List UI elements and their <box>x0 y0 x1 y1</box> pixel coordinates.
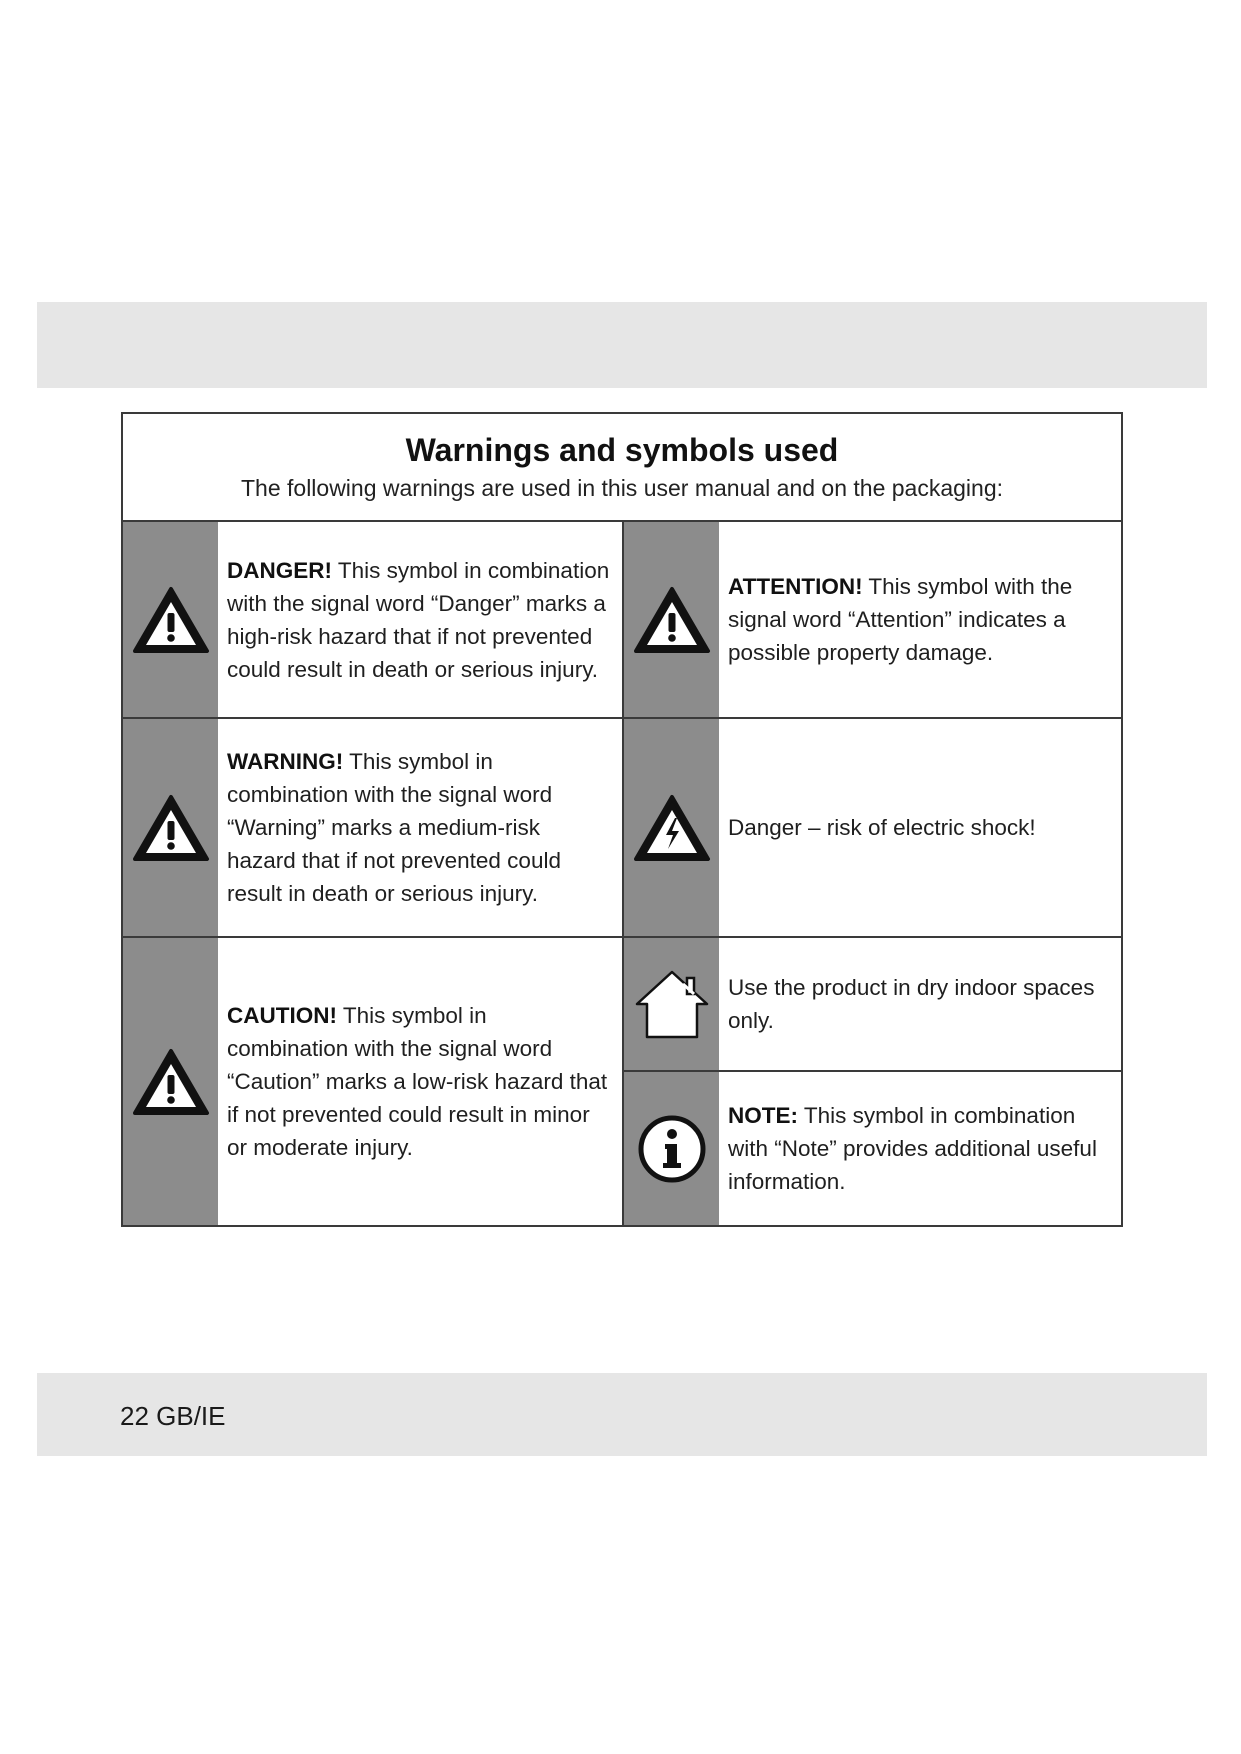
warning-triangle-icon <box>633 585 711 655</box>
note-signal-word: NOTE: <box>728 1103 798 1128</box>
page-subtitle: The following warnings are used in this user manual and on the packaging: <box>240 475 1004 501</box>
warning-text <box>227 719 614 936</box>
table-header <box>123 414 1121 522</box>
caution-text <box>227 938 614 1225</box>
info-icon <box>636 1113 708 1185</box>
warning-triangle-icon <box>132 585 210 655</box>
page-title: Warnings and symbols used <box>405 432 839 468</box>
caution-cell <box>123 938 622 1225</box>
electric-shock-triangle-icon <box>633 793 711 863</box>
attention-description: This symbol with the signal word “Attention” indicates a possible property damage. <box>728 574 1073 665</box>
house-icon <box>633 967 711 1041</box>
note-gutter <box>624 1072 719 1225</box>
column-divider <box>622 520 624 1225</box>
electric-shock-cell <box>624 719 1121 936</box>
indoor-text <box>728 938 1113 1070</box>
caution-description: This symbol in combination with the signal word “Caution” marks a low-risk hazard that if not prevented could result in minor or moderate injury. <box>227 1003 608 1160</box>
note-cell <box>624 1072 1121 1225</box>
warning-gutter <box>123 719 218 936</box>
caution-signal-word: CAUTION! <box>227 1003 337 1028</box>
electric-description: Danger – risk of electric shock! <box>728 815 1036 840</box>
danger-description: This symbol in combination with the signal word “Danger” marks a high-risk hazard that if not prevented could result in death or serious injury. <box>227 557 610 682</box>
top-band <box>37 302 1207 388</box>
note-description: This symbol in combination with “Note” provides additional useful information. <box>728 1103 1097 1194</box>
warnings-table <box>121 412 1123 1227</box>
danger-gutter <box>123 522 218 717</box>
danger-text <box>227 522 614 717</box>
warning-triangle-icon <box>132 1047 210 1117</box>
attention-text <box>728 522 1113 717</box>
attention-cell <box>624 522 1121 717</box>
indoor-use-cell <box>624 938 1121 1070</box>
page-number: 22 GB/IE <box>120 1401 226 1431</box>
indoor-description: Use the product in dry indoor spaces only. <box>728 975 1095 1033</box>
electric-text <box>728 719 1113 936</box>
warning-signal-word: WARNING! <box>227 749 344 774</box>
attention-gutter <box>624 522 719 717</box>
danger-signal-word: DANGER! <box>227 557 332 583</box>
note-text <box>728 1072 1113 1225</box>
footer-band <box>37 1373 1207 1456</box>
danger-cell <box>123 522 622 717</box>
caution-gutter <box>123 938 218 1225</box>
warning-triangle-icon <box>132 793 210 863</box>
attention-signal-word: ATTENTION! <box>728 574 863 599</box>
warning-cell <box>123 719 622 936</box>
indoor-gutter <box>624 938 719 1070</box>
electric-gutter <box>624 719 719 936</box>
warning-description: This symbol in combination with the signal word “Warning” marks a medium-risk hazard that if not prevented could result in death or serious injury. <box>227 749 561 906</box>
